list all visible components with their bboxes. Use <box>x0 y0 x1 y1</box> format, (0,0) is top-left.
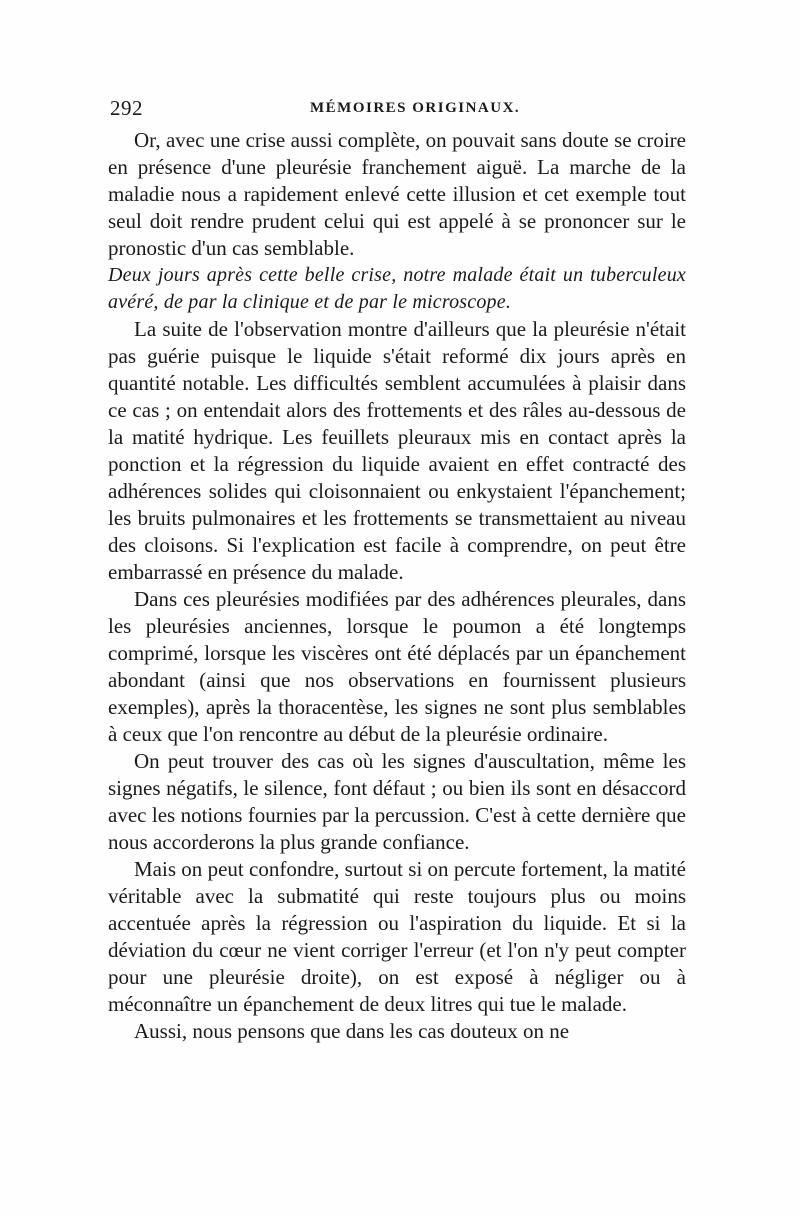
paragraph-2: La suite de l'observation montre d'ailleurs que la pleurésie n'était pas guérie puisque le liquide s'était reformé dix jours après en quantité notable. Les difficultés semblent accumulées à plaisir dans ce cas ; on entendait alors des frottements et des râles au-dessous de la matité hydrique. Les feuillets pleuraux mis en contact après la ponction et la régression du liquide avaient en effet contracté des adhérences solides qui cloisonnaient ou enkystaient l'épanchement; les bruits pulmonaires et les frottements se transmettaient au niveau des cloisons. Si l'explication est facile à comprendre, on peut être embarrassé en présence du malade. <box>108 317 686 584</box>
running-title: MÉMOIRES ORIGINAUX. <box>310 100 521 116</box>
paragraph-italic: Deux jours après cette belle crise, notre malade était un tuberculeux avéré, de par la clinique et de par le microscope. <box>108 264 686 313</box>
paragraph-4: On peut trouver des cas où les signes d'auscultation, même les signes négatifs, le silence, font défaut ; ou bien ils sont en désaccord avec les notions fournies par la percussion. C'est à cette dernière que nous accorderons la plus grande confiance. <box>108 749 686 854</box>
paragraph-1: Or, avec une crise aussi complète, on pouvait sans doute se croire en présence d'une pleurésie franchement aiguë. La marche de la maladie nous a rapidement enlevé cette illusion et cet exemple tout seul doit rendre prudent celui qui est appelé à se prononcer sur le pronostic d'un cas semblable. <box>108 128 686 260</box>
body-text <box>108 127 686 1045</box>
paragraph-3: Dans ces pleurésies modifiées par des adhérences pleurales, dans les pleurésies anciennes, lorsque le poumon a été longtemps comprimé, lorsque les viscères ont été déplacés par un épanchement abondant (ainsi que nos observations en fournissent plusieurs exemples), après la thoracentèse, les signes ne sont plus semblables à ceux que l'on rencontre au début de la pleurésie ordinaire. <box>108 587 686 746</box>
paragraph-5: Mais on peut confondre, surtout si on percute fortement, la matité véritable avec la submatité qui reste toujours plus ou moins accentuée après la régression ou l'aspiration du liquide. Et si la déviation du cœur ne vient corriger l'erreur (et l'on n'y peut compter pour une pleurésie droite), on est exposé à négliger ou à méconnaître un épanchement de deux litres qui tue le malade. <box>108 857 686 1016</box>
paragraph-6: Aussi, nous pensons que dans les cas douteux on ne <box>134 1019 570 1043</box>
page-header <box>110 96 690 124</box>
page-number: 292 <box>110 96 143 120</box>
